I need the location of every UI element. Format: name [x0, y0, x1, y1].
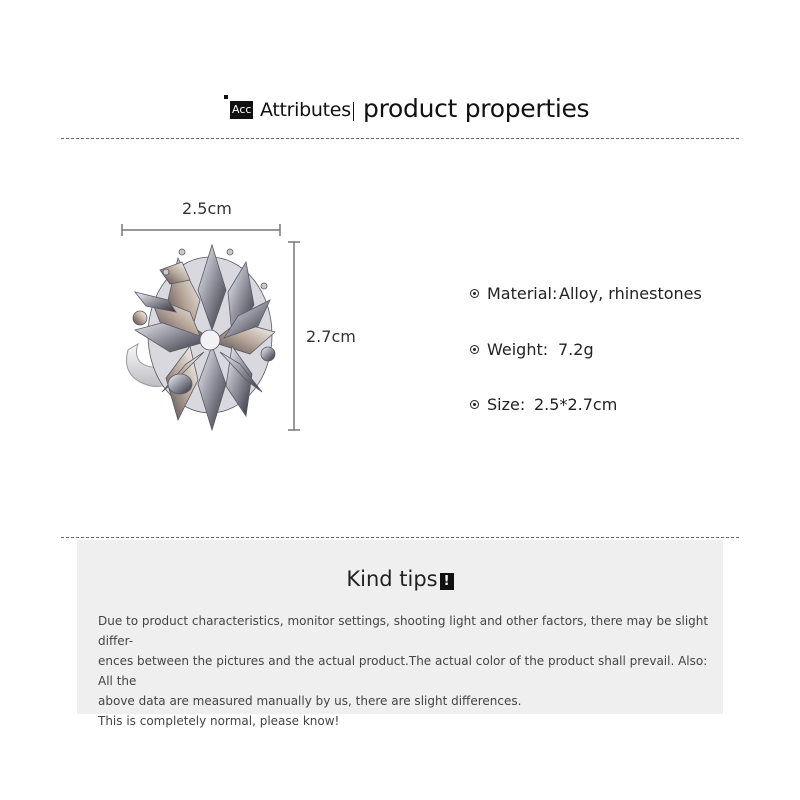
tips-line: This is completely normal, please know!	[98, 714, 340, 728]
header-badge: Acc	[230, 101, 253, 119]
product-image-ring	[110, 195, 380, 445]
tips-line: ences between the pictures and the actual product.The actual color of the product shall prevail. Also: All the	[98, 654, 708, 688]
height-dimension-line	[288, 242, 300, 430]
width-dimension-line	[122, 224, 280, 236]
attribute-value: 2.5*2.7cm	[534, 395, 618, 414]
attribute-label: Material:	[487, 284, 558, 303]
kind-tips-title	[77, 567, 723, 591]
attribute-label: Weight:	[487, 340, 549, 359]
attribute-value: 7.2g	[558, 340, 594, 359]
kind-tips-body	[98, 611, 710, 731]
middle-dashed-divider	[61, 537, 739, 538]
bullet-icon	[470, 345, 479, 354]
width-dimension-label: 2.5cm	[182, 199, 232, 218]
tips-line: Due to product characteristics, monitor settings, shooting light and other factors, there may be slight differ-	[98, 614, 709, 648]
header-divider	[353, 102, 354, 121]
kind-tips-title-text: Kind tips	[346, 567, 438, 591]
top-dashed-divider	[61, 138, 739, 139]
height-dimension-label: 2.7cm	[306, 327, 356, 346]
bullet-icon	[470, 400, 479, 409]
attribute-label: Size:	[487, 395, 526, 414]
tips-line: above data are measured manually by us, there are slight differences.	[98, 694, 522, 708]
bullet-icon	[470, 289, 479, 298]
section-header	[0, 92, 800, 132]
page-title: product properties	[363, 94, 590, 123]
attribute-value: Alloy, rhinestones	[559, 284, 702, 303]
kind-tips-panel	[77, 540, 723, 728]
warning-icon: !	[440, 573, 454, 590]
header-dot	[224, 95, 228, 99]
header-attributes-label: Attributes	[260, 99, 351, 121]
